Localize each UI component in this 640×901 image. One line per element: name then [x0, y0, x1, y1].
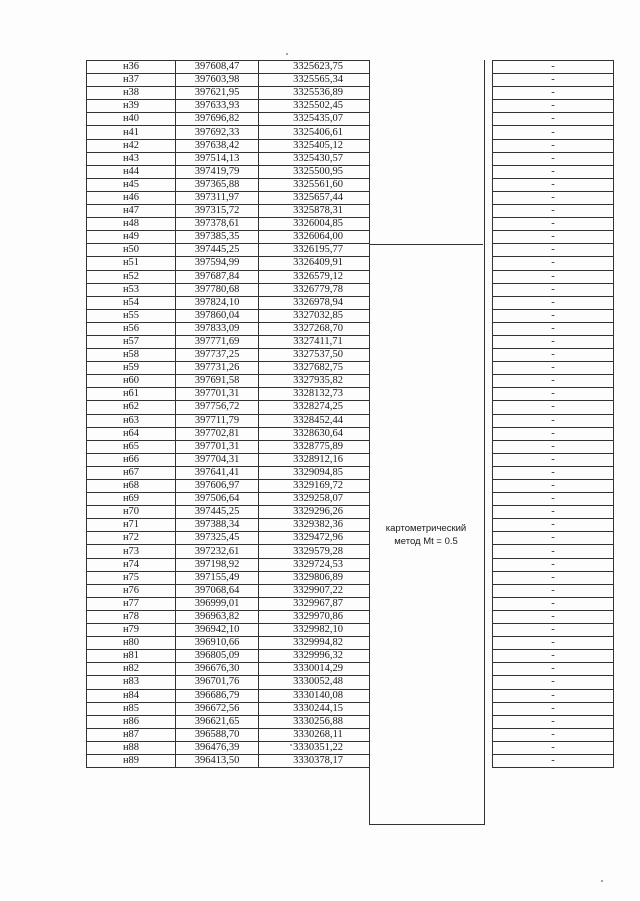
dash-cell: - [493, 231, 614, 244]
x-coordinate-cell: 397696,82 [176, 113, 259, 126]
x-coordinate-cell: 397311,97 [176, 191, 259, 204]
y-coordinate-cell: 3330052,48 [259, 676, 378, 689]
table-row [87, 401, 614, 414]
point-name-cell: н66 [87, 453, 176, 466]
x-coordinate-cell: 397633,93 [176, 100, 259, 113]
table-row [87, 139, 614, 152]
y-coordinate-cell: 3330014,29 [259, 663, 378, 676]
x-coordinate-cell: 397691,58 [176, 375, 259, 388]
dash-cell: - [493, 440, 614, 453]
x-coordinate-cell: 397731,26 [176, 362, 259, 375]
y-coordinate-cell: 3328912,16 [259, 453, 378, 466]
table-row [87, 637, 614, 650]
table-row [87, 440, 614, 453]
y-coordinate-cell: 3329982,10 [259, 624, 378, 637]
y-coordinate-cell: 3326064,00 [259, 231, 378, 244]
x-coordinate-cell: 396999,01 [176, 597, 259, 610]
point-name-cell: н70 [87, 506, 176, 519]
x-coordinate-cell: 397198,92 [176, 558, 259, 571]
table-row [87, 335, 614, 348]
y-coordinate-cell: 3325561,60 [259, 178, 378, 191]
point-name-cell: н80 [87, 637, 176, 650]
y-coordinate-cell: 3328775,89 [259, 440, 378, 453]
x-coordinate-cell: 397378,61 [176, 218, 259, 231]
dash-cell: - [493, 349, 614, 362]
x-coordinate-cell: 397704,31 [176, 453, 259, 466]
y-coordinate-cell: 3327268,70 [259, 322, 378, 335]
dash-cell: - [493, 126, 614, 139]
scan-speck [290, 744, 292, 746]
point-name-cell: н79 [87, 624, 176, 637]
point-name-cell: н74 [87, 558, 176, 571]
dash-cell: - [493, 532, 614, 545]
table-row [87, 493, 614, 506]
x-coordinate-cell: 397232,61 [176, 545, 259, 558]
y-coordinate-cell: 3330244,15 [259, 702, 378, 715]
table-row [87, 558, 614, 571]
x-coordinate-cell: 396701,76 [176, 676, 259, 689]
dash-cell: - [493, 597, 614, 610]
y-coordinate-cell: 3325502,45 [259, 100, 378, 113]
table-row [87, 519, 614, 532]
point-name-cell: н58 [87, 349, 176, 362]
dash-cell: - [493, 191, 614, 204]
dash-cell: - [493, 571, 614, 584]
point-name-cell: н71 [87, 519, 176, 532]
point-name-cell: н49 [87, 231, 176, 244]
table-row [87, 754, 614, 767]
y-coordinate-cell: 3330256,88 [259, 715, 378, 728]
point-name-cell: н72 [87, 532, 176, 545]
y-coordinate-cell: 3326409,91 [259, 257, 378, 270]
y-coordinate-cell: 3325565,34 [259, 74, 378, 87]
x-coordinate-cell: 396676,30 [176, 663, 259, 676]
point-name-cell: н44 [87, 165, 176, 178]
point-name-cell: н63 [87, 414, 176, 427]
y-coordinate-cell: 3330268,11 [259, 728, 378, 741]
table-row [87, 375, 614, 388]
dash-cell: - [493, 178, 614, 191]
point-name-cell: н59 [87, 362, 176, 375]
dash-cell: - [493, 205, 614, 218]
method-merged-cell [369, 60, 485, 825]
dash-cell: - [493, 741, 614, 754]
dash-cell: - [493, 650, 614, 663]
y-coordinate-cell: 3329724,53 [259, 558, 378, 571]
x-coordinate-cell: 397737,25 [176, 349, 259, 362]
point-name-cell: н77 [87, 597, 176, 610]
y-coordinate-cell: 3329296,26 [259, 506, 378, 519]
dash-cell: - [493, 388, 614, 401]
y-coordinate-cell: 3330140,08 [259, 689, 378, 702]
dash-cell: - [493, 309, 614, 322]
x-coordinate-cell: 397606,97 [176, 480, 259, 493]
table-row [87, 61, 614, 74]
point-name-cell: н75 [87, 571, 176, 584]
y-coordinate-cell: 3329970,86 [259, 610, 378, 623]
y-coordinate-cell: 3328274,25 [259, 401, 378, 414]
y-coordinate-cell: 3329472,96 [259, 532, 378, 545]
point-name-cell: н43 [87, 152, 176, 165]
table-row [87, 689, 614, 702]
method-label-line-2: метод Mt = 0.5 [394, 536, 458, 547]
y-coordinate-cell: 3327682,75 [259, 362, 378, 375]
method-label [369, 522, 483, 548]
dash-cell: - [493, 139, 614, 152]
x-coordinate-cell: 397833,09 [176, 322, 259, 335]
point-name-cell: н69 [87, 493, 176, 506]
x-coordinate-cell: 397687,84 [176, 270, 259, 283]
dash-cell: - [493, 558, 614, 571]
dash-cell: - [493, 519, 614, 532]
table-row [87, 676, 614, 689]
point-name-cell: н84 [87, 689, 176, 702]
table-row [87, 388, 614, 401]
table-row [87, 113, 614, 126]
table-row [87, 715, 614, 728]
table-row [87, 571, 614, 584]
table-row [87, 728, 614, 741]
table-row [87, 506, 614, 519]
point-name-cell: н53 [87, 283, 176, 296]
x-coordinate-cell: 397506,64 [176, 493, 259, 506]
method-cell-top-border [369, 244, 483, 245]
dash-cell: - [493, 74, 614, 87]
table-row [87, 480, 614, 493]
y-coordinate-cell: 3326579,12 [259, 270, 378, 283]
table-row [87, 741, 614, 754]
table-row [87, 414, 614, 427]
table-row [87, 100, 614, 113]
y-coordinate-cell: 3326195,77 [259, 244, 378, 257]
dash-cell: - [493, 113, 614, 126]
table-row [87, 191, 614, 204]
dash-cell: - [493, 728, 614, 741]
point-name-cell: н52 [87, 270, 176, 283]
table-row [87, 453, 614, 466]
x-coordinate-cell: 397641,41 [176, 466, 259, 479]
x-coordinate-cell: 397701,31 [176, 440, 259, 453]
table-row [87, 296, 614, 309]
y-coordinate-cell: 3327537,50 [259, 349, 378, 362]
dash-cell: - [493, 283, 614, 296]
dash-cell: - [493, 100, 614, 113]
table-row [87, 322, 614, 335]
point-name-cell: н82 [87, 663, 176, 676]
point-name-cell: н88 [87, 741, 176, 754]
x-coordinate-cell: 397594,99 [176, 257, 259, 270]
dash-cell: - [493, 244, 614, 257]
point-name-cell: н57 [87, 335, 176, 348]
table-row [87, 244, 614, 257]
table-row [87, 362, 614, 375]
x-coordinate-cell: 397445,25 [176, 244, 259, 257]
table-row [87, 584, 614, 597]
point-name-cell: н62 [87, 401, 176, 414]
x-coordinate-cell: 396672,56 [176, 702, 259, 715]
x-coordinate-cell: 397315,72 [176, 205, 259, 218]
y-coordinate-cell: 3325878,31 [259, 205, 378, 218]
x-coordinate-cell: 397824,10 [176, 296, 259, 309]
dash-cell: - [493, 610, 614, 623]
table-row [87, 702, 614, 715]
x-coordinate-cell: 397155,49 [176, 571, 259, 584]
table-row [87, 597, 614, 610]
x-coordinate-cell: 396413,50 [176, 754, 259, 767]
x-coordinate-cell: 397621,95 [176, 87, 259, 100]
y-coordinate-cell: 3325657,44 [259, 191, 378, 204]
point-name-cell: н41 [87, 126, 176, 139]
point-name-cell: н48 [87, 218, 176, 231]
y-coordinate-cell: 3327032,85 [259, 309, 378, 322]
x-coordinate-cell: 396942,10 [176, 624, 259, 637]
y-coordinate-cell: 3330351,22 [259, 741, 378, 754]
table-row [87, 283, 614, 296]
point-name-cell: н42 [87, 139, 176, 152]
table-row [87, 205, 614, 218]
point-name-cell: н37 [87, 74, 176, 87]
point-name-cell: н56 [87, 322, 176, 335]
dash-cell: - [493, 257, 614, 270]
point-name-cell: н78 [87, 610, 176, 623]
x-coordinate-cell: 396476,39 [176, 741, 259, 754]
y-coordinate-cell: 3329169,72 [259, 480, 378, 493]
point-name-cell: н60 [87, 375, 176, 388]
point-name-cell: н87 [87, 728, 176, 741]
x-coordinate-cell: 397756,72 [176, 401, 259, 414]
table-row [87, 257, 614, 270]
table-row [87, 87, 614, 100]
x-coordinate-cell: 397692,33 [176, 126, 259, 139]
y-coordinate-cell: 3329996,32 [259, 650, 378, 663]
table-row [87, 349, 614, 362]
point-name-cell: н68 [87, 480, 176, 493]
dash-cell: - [493, 427, 614, 440]
point-name-cell: н86 [87, 715, 176, 728]
x-coordinate-cell: 397445,25 [176, 506, 259, 519]
y-coordinate-cell: 3325435,07 [259, 113, 378, 126]
table-row [87, 178, 614, 191]
dash-cell: - [493, 401, 614, 414]
y-coordinate-cell: 3327935,82 [259, 375, 378, 388]
table-row [87, 650, 614, 663]
method-label-line-1: картометрический [385, 523, 467, 534]
y-coordinate-cell: 3329258,07 [259, 493, 378, 506]
dash-cell: - [493, 375, 614, 388]
dash-cell: - [493, 624, 614, 637]
dash-cell: - [493, 414, 614, 427]
dash-cell: - [493, 466, 614, 479]
y-coordinate-cell: 3326978,94 [259, 296, 378, 309]
y-coordinate-cell: 3325500,95 [259, 165, 378, 178]
y-coordinate-cell: 3329094,85 [259, 466, 378, 479]
y-coordinate-cell: 3330378,17 [259, 754, 378, 767]
dash-cell: - [493, 689, 614, 702]
x-coordinate-cell: 397388,34 [176, 519, 259, 532]
point-name-cell: н67 [87, 466, 176, 479]
table-row [87, 663, 614, 676]
table-row [87, 270, 614, 283]
y-coordinate-cell: 3328132,73 [259, 388, 378, 401]
scan-speck [601, 880, 603, 882]
dash-cell: - [493, 715, 614, 728]
dash-cell: - [493, 584, 614, 597]
x-coordinate-cell: 397711,79 [176, 414, 259, 427]
y-coordinate-cell: 3325623,75 [259, 61, 378, 74]
table-row [87, 231, 614, 244]
y-coordinate-cell: 3329967,87 [259, 597, 378, 610]
y-coordinate-cell: 3327411,71 [259, 335, 378, 348]
point-name-cell: н47 [87, 205, 176, 218]
table-row [87, 545, 614, 558]
point-name-cell: н40 [87, 113, 176, 126]
x-coordinate-cell: 397771,69 [176, 335, 259, 348]
x-coordinate-cell: 397608,47 [176, 61, 259, 74]
point-name-cell: н38 [87, 87, 176, 100]
dash-cell: - [493, 754, 614, 767]
dash-cell: - [493, 87, 614, 100]
x-coordinate-cell: 397365,88 [176, 178, 259, 191]
dash-cell: - [493, 165, 614, 178]
point-name-cell: н36 [87, 61, 176, 74]
y-coordinate-cell: 3325405,12 [259, 139, 378, 152]
point-name-cell: н89 [87, 754, 176, 767]
point-name-cell: н61 [87, 388, 176, 401]
table-row [87, 309, 614, 322]
x-coordinate-cell: 397419,79 [176, 165, 259, 178]
point-name-cell: н45 [87, 178, 176, 191]
x-coordinate-cell: 397514,13 [176, 152, 259, 165]
table-row [87, 610, 614, 623]
table-row [87, 427, 614, 440]
dash-cell: - [493, 453, 614, 466]
table-row [87, 152, 614, 165]
dash-cell: - [493, 335, 614, 348]
point-name-cell: н83 [87, 676, 176, 689]
y-coordinate-cell: 3329907,22 [259, 584, 378, 597]
y-coordinate-cell: 3328630,64 [259, 427, 378, 440]
y-coordinate-cell: 3328452,44 [259, 414, 378, 427]
table-row [87, 74, 614, 87]
dash-cell: - [493, 362, 614, 375]
point-name-cell: н54 [87, 296, 176, 309]
point-name-cell: н51 [87, 257, 176, 270]
x-coordinate-cell: 397603,98 [176, 74, 259, 87]
y-coordinate-cell: 3325536,89 [259, 87, 378, 100]
table-row [87, 466, 614, 479]
x-coordinate-cell: 396588,70 [176, 728, 259, 741]
x-coordinate-cell: 397702,81 [176, 427, 259, 440]
y-coordinate-cell: 3325406,61 [259, 126, 378, 139]
x-coordinate-cell: 397780,68 [176, 283, 259, 296]
y-coordinate-cell: 3329382,36 [259, 519, 378, 532]
point-name-cell: н39 [87, 100, 176, 113]
point-name-cell: н76 [87, 584, 176, 597]
x-coordinate-cell: 396963,82 [176, 610, 259, 623]
dash-cell: - [493, 702, 614, 715]
dash-cell: - [493, 322, 614, 335]
point-name-cell: н65 [87, 440, 176, 453]
y-coordinate-cell: 3326779,78 [259, 283, 378, 296]
table-row [87, 165, 614, 178]
x-coordinate-cell: 396686,79 [176, 689, 259, 702]
x-coordinate-cell: 397325,45 [176, 532, 259, 545]
dash-cell: - [493, 676, 614, 689]
point-name-cell: н81 [87, 650, 176, 663]
point-name-cell: н55 [87, 309, 176, 322]
point-name-cell: н46 [87, 191, 176, 204]
coordinates-table [86, 60, 614, 768]
point-name-cell: н73 [87, 545, 176, 558]
dash-cell: - [493, 493, 614, 506]
y-coordinate-cell: 3329994,82 [259, 637, 378, 650]
x-coordinate-cell: 397068,64 [176, 584, 259, 597]
table-row [87, 126, 614, 139]
x-coordinate-cell: 397638,42 [176, 139, 259, 152]
dash-cell: - [493, 270, 614, 283]
scan-speck [286, 53, 288, 55]
dash-cell: - [493, 296, 614, 309]
y-coordinate-cell: 3325430,57 [259, 152, 378, 165]
point-name-cell: н85 [87, 702, 176, 715]
table-row [87, 218, 614, 231]
dash-cell: - [493, 506, 614, 519]
dash-cell: - [493, 218, 614, 231]
table-row [87, 624, 614, 637]
coordinates-table-body [87, 61, 614, 768]
x-coordinate-cell: 397701,31 [176, 388, 259, 401]
point-name-cell: н64 [87, 427, 176, 440]
dash-cell: - [493, 61, 614, 74]
dash-cell: - [493, 152, 614, 165]
x-coordinate-cell: 397385,35 [176, 231, 259, 244]
x-coordinate-cell: 396805,09 [176, 650, 259, 663]
dash-cell: - [493, 663, 614, 676]
dash-cell: - [493, 545, 614, 558]
y-coordinate-cell: 3329806,89 [259, 571, 378, 584]
point-name-cell: н50 [87, 244, 176, 257]
dash-cell: - [493, 637, 614, 650]
x-coordinate-cell: 396910,66 [176, 637, 259, 650]
dash-cell: - [493, 480, 614, 493]
table-row [87, 532, 614, 545]
x-coordinate-cell: 396621,65 [176, 715, 259, 728]
y-coordinate-cell: 3329579,28 [259, 545, 378, 558]
y-coordinate-cell: 3326004,85 [259, 218, 378, 231]
x-coordinate-cell: 397860,04 [176, 309, 259, 322]
